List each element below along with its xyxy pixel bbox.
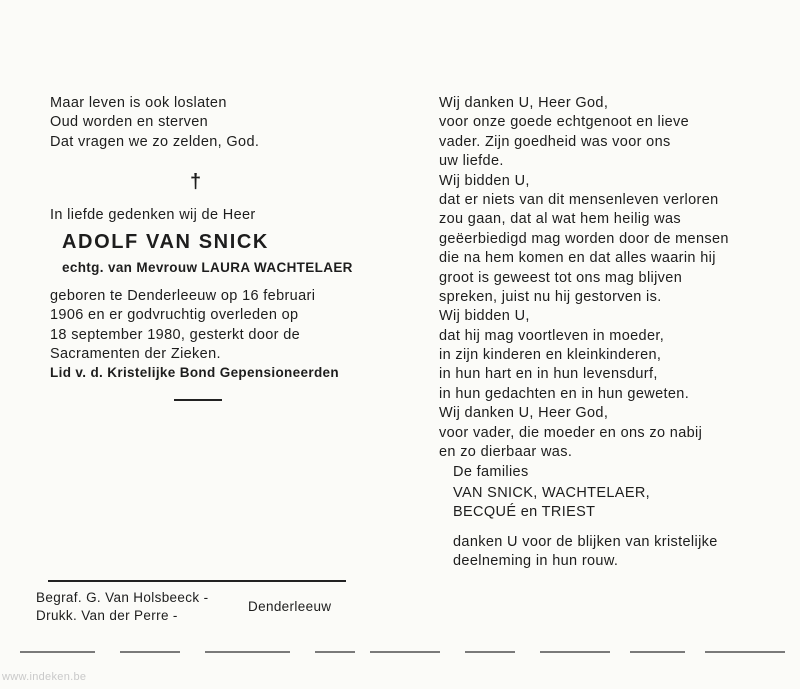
bottom-dash xyxy=(120,651,180,653)
prayer-line: voor onze goede echtgenoot en lieve xyxy=(439,114,690,131)
intro-text: In liefde gedenken wij de Heer xyxy=(50,207,256,223)
thanks-text xyxy=(453,533,718,572)
prayer-line: Wij bidden U, xyxy=(439,172,530,189)
bottom-dash xyxy=(205,651,290,653)
bio-line: 18 september 1980, gesterkt door de xyxy=(50,326,301,343)
families-intro: De families xyxy=(453,464,529,480)
undertaker-line: Begraf. G. Van Holsbeeck - xyxy=(36,590,209,605)
city-name: Denderleeuw xyxy=(248,599,332,614)
bottom-dash xyxy=(315,651,355,653)
bio-line: geboren te Denderleeuw op 16 februari xyxy=(50,288,316,304)
bottom-dash xyxy=(540,651,610,653)
prayer-line: Wij bidden U, xyxy=(439,308,530,325)
prayer-line: groot is geweest tot ons mag blijven xyxy=(439,269,683,286)
prayer-line: in hun gedachten en in hun geweten. xyxy=(439,385,690,402)
prayer-line: uw liefde. xyxy=(439,153,504,170)
family-line: VAN SNICK, WACHTELAER, xyxy=(453,485,651,501)
bottom-dash xyxy=(20,651,95,653)
prayer-text xyxy=(439,94,729,462)
family-line: BECQUÉ en TRIEST xyxy=(453,504,596,521)
prayer-line: Wij danken U, Heer God, xyxy=(439,405,609,422)
short-divider xyxy=(174,399,222,401)
membership-line: Lid v. d. Kristelijke Bond Gepensioneerden xyxy=(50,365,340,380)
thanks-line: deelneming in hun rouw. xyxy=(453,553,619,570)
prayer-line: en zo dierbaar was. xyxy=(439,444,573,461)
printer-line: Drukk. Van der Perre - xyxy=(36,608,178,623)
bottom-dash xyxy=(465,651,515,653)
bio-line: 1906 en er godvruchtig overleden op xyxy=(50,307,299,324)
poem-line: Oud worden en sterven xyxy=(50,114,209,131)
thanks-line: danken U voor de blijken van kristelijke xyxy=(453,534,718,550)
biography xyxy=(50,287,315,365)
prayer-line: geëerbiedigd mag worden door de mensen xyxy=(439,230,729,247)
bio-line: Sacramenten der Zieken. xyxy=(50,346,221,363)
prayer-line: die na hem komen en dat alles waarin hij xyxy=(439,250,716,267)
prayer-line: dat er niets van dit mensenleven verloren xyxy=(439,191,719,208)
bottom-dash xyxy=(705,651,785,653)
prayer-line: in hun hart en in hun levensdurf, xyxy=(439,366,658,383)
opening-poem xyxy=(50,94,259,152)
prayer-line: Wij danken U, Heer God, xyxy=(439,95,609,111)
bottom-dash xyxy=(370,651,440,653)
deceased-name: ADOLF VAN SNICK xyxy=(62,231,269,253)
prayer-line: spreken, juist nu hij gestorven is. xyxy=(439,288,662,305)
family-names xyxy=(453,484,650,523)
prayer-line: dat hij mag voortleven in moeder, xyxy=(439,327,665,344)
footer-divider xyxy=(48,580,346,582)
poem-line: Dat vragen we zo zelden, God. xyxy=(50,133,260,150)
prayer-line: voor vader, die moeder en ons zo nabij xyxy=(439,424,703,441)
spouse-line: echtg. van Mevrouw LAURA WACHTELAER xyxy=(62,260,353,275)
prayer-line: zou gaan, dat al wat hem heilig was xyxy=(439,211,681,228)
prayer-line: in zijn kinderen en kleinkinderen, xyxy=(439,347,662,364)
cross-icon: † xyxy=(190,171,202,193)
poem-line: Maar leven is ook loslaten xyxy=(50,95,227,111)
watermark: www.indeken.be xyxy=(2,671,87,683)
prayer-line: vader. Zijn goedheid was voor ons xyxy=(439,133,671,150)
bottom-dash xyxy=(630,651,685,653)
